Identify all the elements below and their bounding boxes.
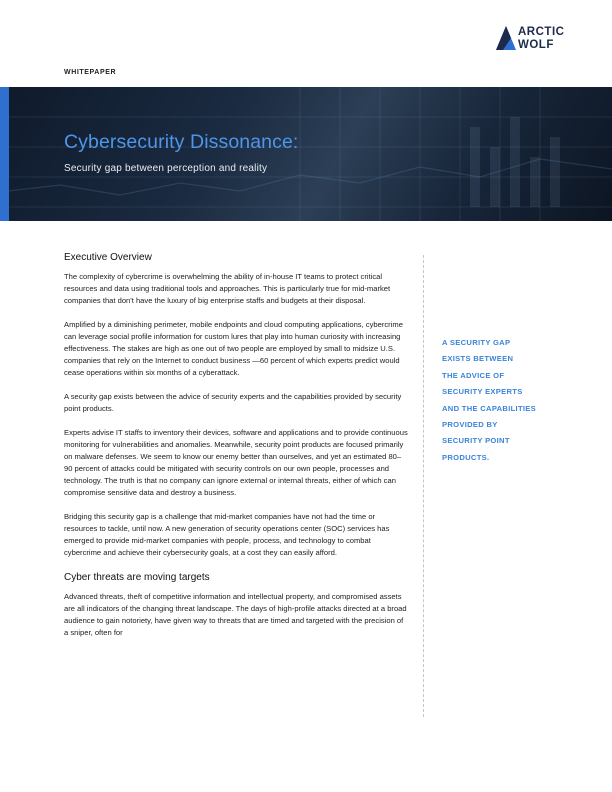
document-type-label: WHITEPAPER bbox=[64, 69, 117, 76]
pull-quote bbox=[442, 335, 562, 466]
section-heading-executive-overview: Executive Overview bbox=[64, 252, 152, 263]
wolf-logo-icon bbox=[494, 24, 518, 54]
pull-quote-line: SECURITY POINT bbox=[442, 436, 510, 446]
pull-quote-line: EXISTS BETWEEN bbox=[442, 354, 514, 364]
logo-text-arctic: ARCTIC bbox=[518, 26, 565, 38]
pull-quote-line: PROVIDED BY bbox=[442, 420, 498, 430]
body-paragraph: Advanced threats, theft of competitive information and intellectual property, and compromised assets are all indicators of the changing threat landscape. The days of high-profile attacks directed at a broad audience to gain notoriety, have given way to threats that are timed and targeted with the precision of a sniper, often for bbox=[64, 592, 407, 637]
hero-banner bbox=[0, 87, 612, 221]
pull-quote-line: A SECURITY GAP bbox=[442, 338, 511, 347]
arctic-wolf-logo bbox=[494, 24, 594, 54]
hero-accent-bar bbox=[0, 87, 9, 221]
pull-quote-line: THE ADVICE OF bbox=[442, 370, 505, 380]
page-title: Cybersecurity Dissonance: bbox=[64, 131, 299, 153]
pull-quote-line: AND THE CAPABILITIES bbox=[442, 403, 537, 413]
body-paragraph: The complexity of cybercrime is overwhelming the ability of in-house IT teams to protect critical resources and data using traditional tools and approaches. This is particularly true for mid-market companies that don't have the luxury of big enterprise staffs and budgets at their disposal. bbox=[64, 272, 391, 305]
section-heading-cyber-threats: Cyber threats are moving targets bbox=[64, 572, 210, 583]
column-divider bbox=[423, 255, 424, 717]
main-column bbox=[64, 251, 409, 651]
hero-background-graphic bbox=[0, 87, 612, 221]
body-paragraph: Bridging this security gap is a challenge that mid-market companies have not had the time or resources to tackle, until now. A new generation of security operations center (SOC) services has emerged to provide mid-market companies with people, process, and technology to combat cybercrime and achieve their cybersecurity goals, at a cost they can easily afford. bbox=[64, 512, 390, 557]
logo-text-wolf: WOLF bbox=[518, 39, 554, 51]
pull-quote-line: PRODUCTS. bbox=[442, 452, 490, 462]
page-subtitle: Security gap between perception and reality bbox=[64, 163, 268, 174]
body-paragraph: Experts advise IT staffs to inventory their devices, software and applications and to provide continuous monitoring for vulnerabilities and anomalies. Meanwhile, security point products are focused primarily on malware defenses. We seem to know our enemy better than ourselves, and yet an estimated 80–90 percent of attacks could be mitigated with security controls on our own people, processes and technology. The truth is that no company can ignore external or internal threats, either of which can compromise sensitive data and destroy a business. bbox=[64, 428, 408, 497]
pull-quote-line: SECURITY EXPERTS bbox=[442, 387, 523, 397]
body-paragraph: Amplified by a diminishing perimeter, mobile endpoints and cloud computing applications, cybercrime can leverage social profile information for custom lures that play into human curiosity with increasing effectiveness. The stakes are high as one out of two people are employed by small to midsize U.S. companies that rely on the Internet to conduct business —60 percent of which experts predict would cease operations within six months of a cyberattack. bbox=[64, 320, 403, 377]
body-paragraph: A security gap exists between the advice of security experts and the capabilities provided by security point products. bbox=[64, 392, 402, 413]
